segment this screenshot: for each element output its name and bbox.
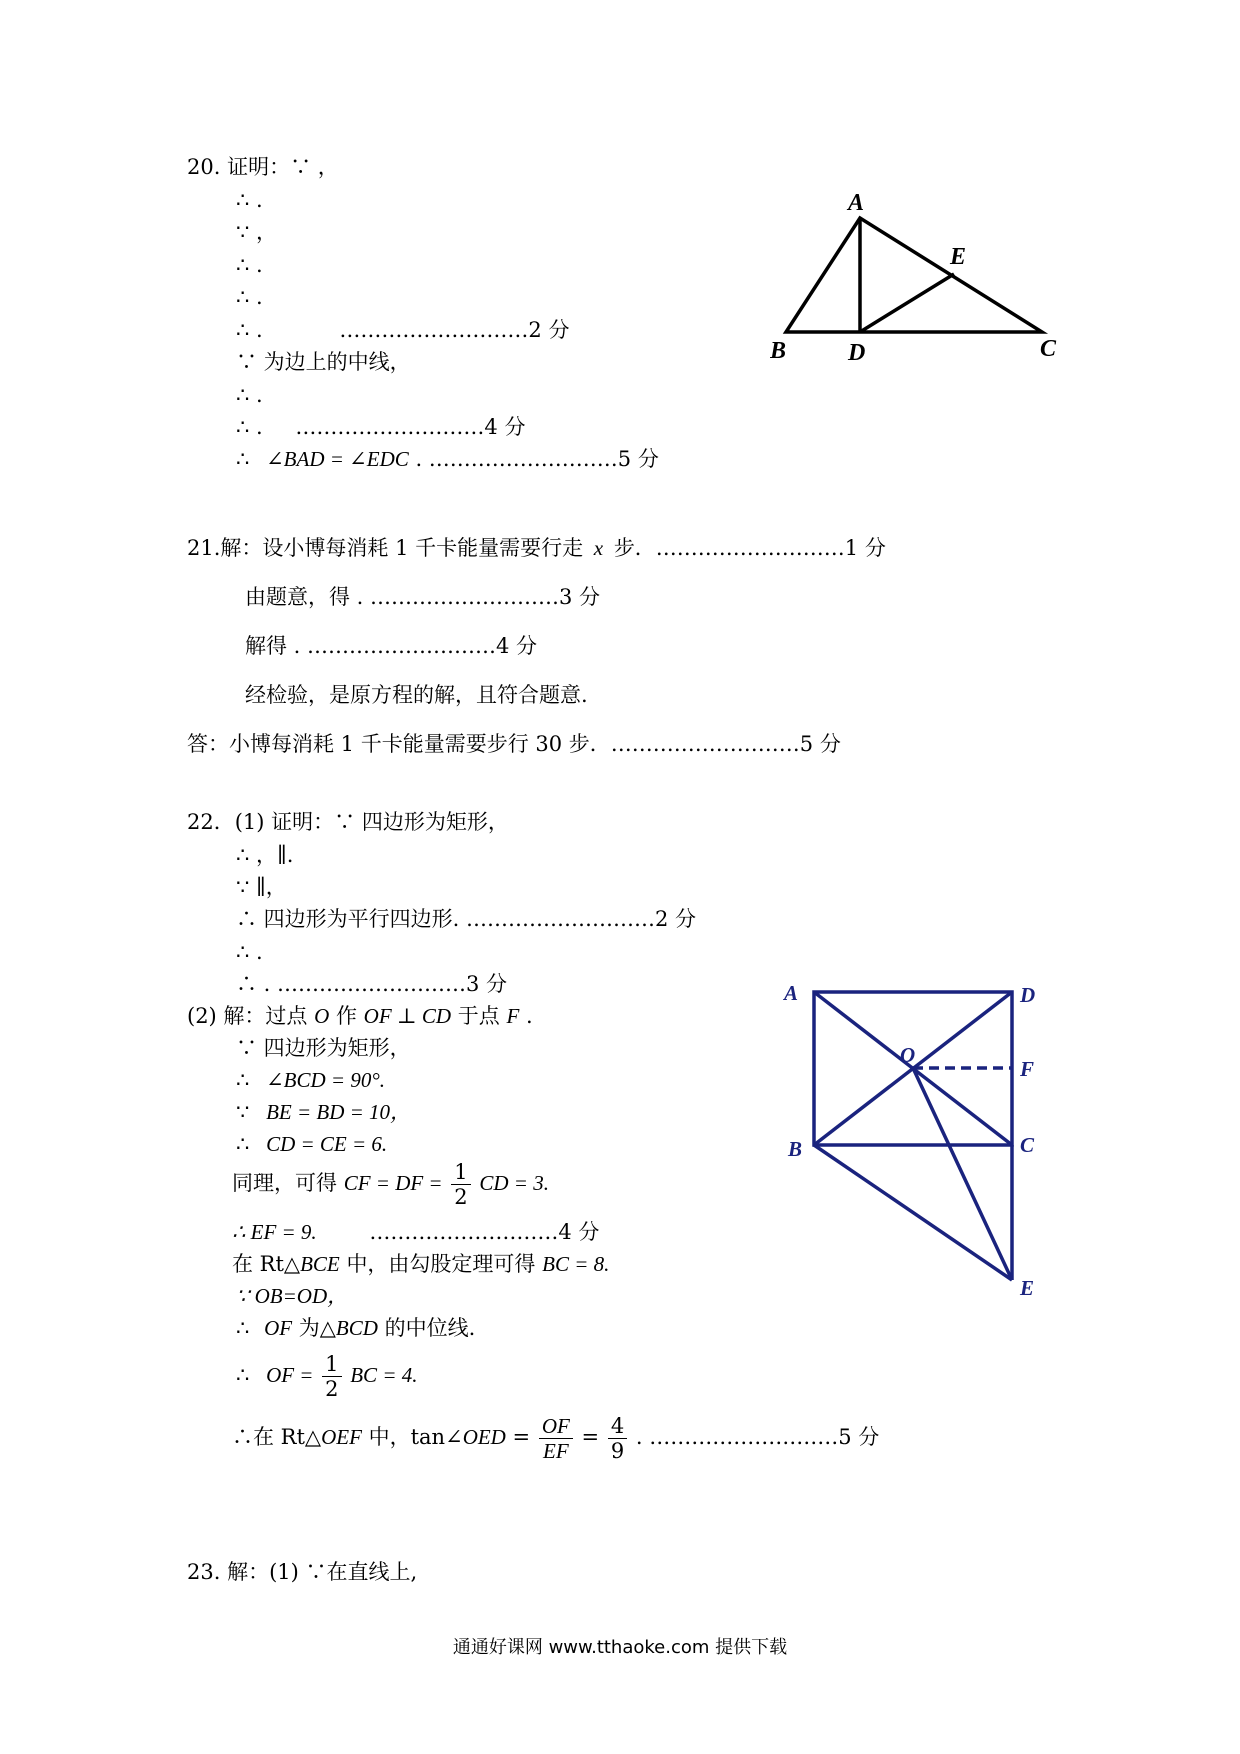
q22-l9-e: 的中位线. [384,1316,476,1340]
q22-p2-line-8 [232,1252,609,1277]
fraction-four-ninths [608,1414,627,1463]
footer-credit: 通通好课网 www.tthaoke.com 提供下载 [452,1637,788,1658]
q22-line-2: ∴ ，∥. [236,843,294,867]
q20-line-6-text: ∴ . [236,318,263,342]
rectangle-figure [780,970,1040,1310]
q22-p2-line-10 [236,1316,475,1341]
q22-l7-a: 在 Rt△ [232,1252,301,1276]
q20-score-4: ………………………4 分 [295,415,526,439]
q20-angle-equation: ∠BAD = ∠EDC [266,447,409,471]
fraction-one-half [451,1160,470,1209]
q22-l9-b: OF [264,1316,293,1340]
q22-line-5: ∴ . [236,940,263,964]
fraction-num: 1 [451,1160,470,1185]
q22-l3-expr: BE = BD = 10， [266,1100,412,1124]
q22-p2-line-1 [187,1004,533,1029]
fraction-num: 4 [608,1414,627,1439]
q22-l10-end: BC = 4. [350,1363,418,1388]
label-e: E [950,244,967,270]
q22-l2-expr: ∠BCD = 90°. [266,1068,385,1092]
q22-l11-a: ∴在 Rt△ [232,1425,322,1450]
label-e: E [1020,1276,1035,1300]
q22-l11-e: = [512,1425,531,1450]
q20-line-10 [236,447,659,472]
fraction-of-ef [539,1414,573,1463]
triangle-abc [786,218,1042,332]
q21-variable-x: x [593,536,604,560]
q23-line-1: 23. 解：(1) ∵在直线上, [187,1560,418,1584]
triangle-figure [770,190,1090,370]
q20-line-1: 20. 证明：∵ ， [187,155,339,179]
label-b: B [770,338,787,364]
label-b: B [788,1137,803,1161]
q22-p2-line-12 [232,1414,879,1463]
rectangle-lines [814,992,1012,1280]
fraction-num: OF [539,1414,573,1439]
q21-line-5: 答：小博每消耗 1 千卡能量需要步行 30 步．………………………5 分 [187,732,841,756]
q22-l11-d: OED [462,1425,506,1450]
label-c: C [1020,1133,1035,1157]
label-d: D [1020,983,1036,1007]
fraction-den: EF [543,1439,569,1464]
q22-l11-b: OEF [321,1425,362,1450]
q21-line-1-text: 21.解：设小博每消耗 1 千卡能量需要行走 [187,536,584,560]
q22-p2-text-b: 作 [335,1004,357,1028]
q22-p2-period: . [525,1004,533,1028]
label-a: A [784,981,799,1005]
q22-l9-c: 为△ [298,1316,336,1340]
q20-line-9-text: ∴ . [236,415,263,439]
q21-line-3: 解得 . ………………………4 分 [245,634,538,658]
q22-l6-expr: ∴ EF = 9. [232,1220,317,1244]
q22-l4-prefix: ∴ [236,1132,250,1156]
q21-line-2: 由题意，得 . ………………………3 分 [245,585,601,609]
fraction-num: 1 [322,1352,341,1377]
q22-p2-line-4 [236,1100,411,1125]
q22-l7-d: BC = 8. [542,1252,610,1276]
q22-l5-end: CD = 3. [479,1171,549,1196]
q22-p2-line-3 [236,1068,385,1093]
q22-p2-line-11 [236,1352,418,1401]
q22-line-4: ∴ 四边形为平行四边形. ………………………2 分 [236,907,697,931]
q22-l10-prefix: ∴ [236,1363,250,1388]
q22-l9-a: ∴ [236,1316,250,1340]
label-d: D [848,340,866,366]
q20-line-4: ∴ . [236,253,263,277]
q22-p2-text-a: (2) 解：过点 [187,1004,308,1028]
q20-line-5: ∴ . [236,285,263,309]
q22-p2-line-5 [236,1132,387,1157]
q20-therefore: ∴ [236,447,250,471]
label-f: F [1020,1057,1035,1081]
q20-line-9 [236,415,525,440]
q22-score-4: ………………………4 分 [369,1220,600,1244]
q22-p2-line-2: ∵ 四边形为矩形， [236,1036,411,1060]
segment-de [860,274,954,332]
q22-l2-prefix: ∴ [236,1068,250,1092]
q22-l5-prefix: 同理，可得 [232,1171,337,1196]
q22-l11-c: 中，tan∠ [368,1425,463,1450]
fraction-one-half-2 [322,1352,341,1401]
q22-p2-perp: OF ⊥ CD [363,1004,452,1028]
fraction-den: 2 [454,1185,468,1210]
label-c: C [1040,336,1057,362]
q22-l9-d: BCD [335,1316,378,1340]
label-o: O [900,1043,916,1067]
triangle-lines [786,218,1042,332]
q20-score-5: . ………………………5 分 [415,447,659,471]
label-a: A [848,190,865,216]
q22-p2-text-d: 于点 [457,1004,500,1028]
q22-p2-line-6 [232,1160,549,1209]
q20-score-2: ………………………2 分 [339,318,570,342]
q20-line-7: ∵ 为边上的中线， [236,350,411,374]
q22-l3-prefix: ∵ [236,1100,250,1124]
fraction-den: 2 [325,1377,339,1402]
q22-line-3: ∵ ∥， [236,875,287,899]
q20-line-6 [236,318,569,343]
q22-l10-expr: OF = [266,1363,314,1388]
q21-line-1 [187,536,886,561]
q22-line-1: 22．(1) 证明：∵ 四边形为矩形， [187,810,509,834]
q20-line-8: ∴ . [236,383,263,407]
q22-p2-point-f: F [506,1004,520,1028]
q22-l5-expr: CF = DF = [343,1171,443,1196]
q22-p2-line-9: ∵ OB=OD， [236,1284,349,1308]
q22-l7-b: BCE [300,1252,340,1276]
q22-line-6: ∴ . ………………………3 分 [236,972,508,996]
equals-sign: = [581,1425,600,1450]
q21-line-1-end: 步．………………………1 分 [613,536,886,560]
q22-p2-line-7 [232,1220,599,1245]
q22-p2-point-o: O [314,1004,330,1028]
q20-line-2: ∴ . [236,188,263,212]
q21-line-4: 经检验，是原方程的解，且符合题意. [245,683,588,707]
fraction-den: 9 [610,1439,625,1464]
q22-l4-expr: CD = CE = 6. [266,1132,388,1156]
q22-score-5: . ………………………5 分 [635,1425,880,1450]
q22-l7-c: 中，由勾股定理可得 [346,1252,536,1276]
q20-line-3: ∵ ， [236,220,278,244]
